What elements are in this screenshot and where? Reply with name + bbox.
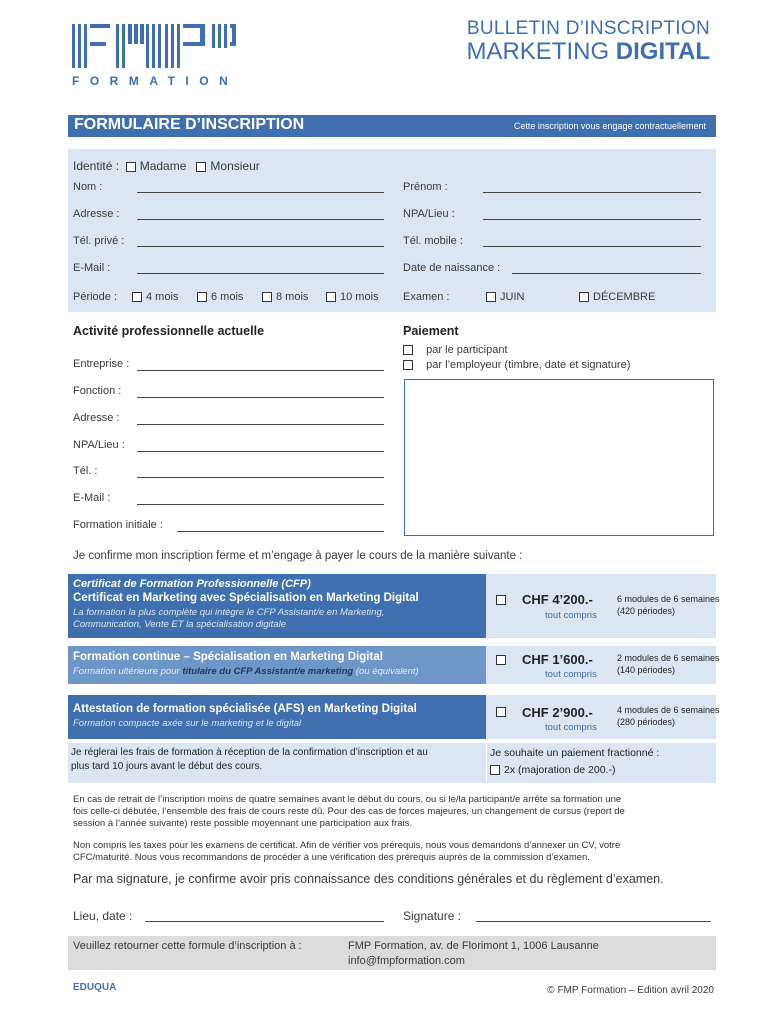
payment-title: Paiement <box>403 324 459 338</box>
installment-option[interactable]: 2x (majoration de 200.-) <box>490 764 615 776</box>
activity-adresse-field[interactable] <box>137 424 384 425</box>
header-title: MARKETING DIGITAL <box>466 38 710 65</box>
course-cfp <box>68 574 720 638</box>
decembre-checkbox[interactable] <box>579 292 589 302</box>
periode-6-checkbox[interactable] <box>197 292 207 302</box>
return-email: info@fmpformation.com <box>348 955 465 967</box>
eduqua-logo: EDUQUA <box>73 982 117 993</box>
prenom-label: Prénom : <box>403 181 448 193</box>
logo-text: FORMATION <box>72 74 239 88</box>
course-continue-desc: Formation ultérieure pour titulaire du CFP Assistant/e marketing (ou équivalent) <box>73 666 419 677</box>
course-cfp-desc2: Communication, Vente ET la spécialisation digitale <box>73 619 286 630</box>
installment-checkbox[interactable] <box>490 765 500 775</box>
adresse-label: Adresse : <box>73 208 120 220</box>
course-cfp-price: CHF 4’200.- <box>522 592 593 607</box>
entreprise-field[interactable] <box>137 370 384 371</box>
activity-tel-label: Tél. : <box>73 465 98 477</box>
course-continue-tout-compris: tout compris <box>545 669 597 680</box>
tel-mobile-label: Tél. mobile : <box>403 235 463 247</box>
pay-participant-checkbox[interactable] <box>403 345 413 355</box>
course-afs-desc: Formation compacte axée sur le marketing et le digital <box>73 718 302 729</box>
pay-participant-option[interactable]: par le participant <box>403 344 508 356</box>
confirm-text: Je confirme mon inscription ferme et m’engage à payer le cours de la manière suivante : <box>73 550 523 562</box>
copyright: © FMP Formation – Edition avril 2020 <box>547 985 714 996</box>
header-subtitle: BULLETIN D’INSCRIPTION <box>466 18 710 39</box>
course-afs-checkbox[interactable] <box>496 707 506 717</box>
nom-field[interactable] <box>137 192 384 193</box>
madame-checkbox[interactable] <box>126 162 136 172</box>
periode-4-option[interactable]: 4 mois <box>132 291 178 303</box>
course-afs-title: Attestation de formation spécialisée (AFS) en Marketing Digital <box>73 703 417 715</box>
prenom-field[interactable] <box>483 192 701 193</box>
course-continue-price: CHF 1’600.- <box>522 652 593 667</box>
activity-tel-field[interactable] <box>137 477 384 478</box>
course-afs <box>68 695 720 739</box>
signature-label: Signature : <box>403 909 462 923</box>
signature-statement: Par ma signature, je confirme avoir pris connaissance des conditions générales et du règlement d’examen. <box>73 872 664 886</box>
email-field[interactable] <box>137 273 384 274</box>
course-cfp-checkbox[interactable] <box>496 595 506 605</box>
course-afs-price: CHF 2’900.- <box>522 705 593 720</box>
date-naissance-label: Date de naissance : <box>403 262 501 274</box>
course-continue <box>68 646 720 684</box>
periode-6-option[interactable]: 6 mois <box>197 291 243 303</box>
contract-note: Cette inscription vous engage contractuellement <box>513 121 706 131</box>
periode-8-checkbox[interactable] <box>262 292 272 302</box>
course-cfp-desc1: La formation la plus complète qui intègre le CFP Assistant/e en Marketing, <box>73 607 385 618</box>
course-cfp-modules: 6 modules de 6 semaines (420 périodes) <box>617 594 720 616</box>
signature-field[interactable] <box>476 921 711 922</box>
npa-label: NPA/Lieu : <box>403 208 455 220</box>
formation-initiale-field[interactable] <box>177 531 384 532</box>
fonction-field[interactable] <box>137 397 384 398</box>
course-afs-tout-compris: tout compris <box>545 722 597 733</box>
course-continue-modules: 2 modules de 6 semaines (140 périodes) <box>617 653 720 675</box>
date-naissance-field[interactable] <box>512 273 701 274</box>
juin-checkbox[interactable] <box>486 292 496 302</box>
activity-email-field[interactable] <box>137 504 384 505</box>
legal-exams: Non compris les taxes pour les examens de certificat. Afin de vérifier vos prérequis, nous vous demandons d’annexer un CV, votre CFC/maturité. Nous vous recommandons de procéder à une vérification des prérequis auprès de la commission d’examen. <box>73 840 621 863</box>
periode-4-checkbox[interactable] <box>132 292 142 302</box>
course-cfp-title: Certificat de Formation Professionnelle (CFP) <box>73 578 311 590</box>
email-label: E-Mail : <box>73 262 111 274</box>
examen-juin-option[interactable]: JUIN <box>486 291 524 303</box>
monsieur-checkbox[interactable] <box>196 162 206 172</box>
pay-employer-option[interactable]: par l’employeur (timbre, date et signature) <box>403 359 630 371</box>
nom-label: Nom : <box>73 181 103 193</box>
activity-npa-label: NPA/Lieu : <box>73 439 125 451</box>
adresse-field[interactable] <box>137 219 384 220</box>
identity-label: Identité : Madame Monsieur <box>73 159 260 173</box>
fees-box <box>68 743 716 783</box>
course-cfp-tout-compris: tout compris <box>545 610 597 621</box>
activity-npa-field[interactable] <box>137 451 384 452</box>
periode-10-checkbox[interactable] <box>326 292 336 302</box>
pay-employer-checkbox[interactable] <box>403 360 413 370</box>
fonction-label: Fonction : <box>73 385 122 397</box>
activity-adresse-label: Adresse : <box>73 412 120 424</box>
examen-decembre-option[interactable]: DÉCEMBRE <box>579 291 655 303</box>
npa-field[interactable] <box>483 219 701 220</box>
course-cfp-subtitle: Certificat en Marketing avec Spécialisation en Marketing Digital <box>73 592 419 604</box>
entreprise-label: Entreprise : <box>73 358 130 370</box>
course-afs-modules: 4 modules de 6 semaines (280 périodes) <box>617 705 720 727</box>
course-continue-title: Formation continue – Spécialisation en Marketing Digital <box>73 651 383 663</box>
employer-stamp-box[interactable] <box>404 379 714 536</box>
identity-panel <box>68 149 716 312</box>
periode-10-option[interactable]: 10 mois <box>326 291 379 303</box>
lieu-date-label: Lieu, date : <box>73 909 133 923</box>
tel-prive-label: Tél. privé : <box>73 235 125 247</box>
installment-text: Je souhaite un paiement fractionné : <box>490 747 660 759</box>
activity-title: Activité professionnelle actuelle <box>73 324 265 338</box>
form-title: FORMULAIRE D’INSCRIPTION <box>74 116 305 133</box>
return-label: Veuillez retourner cette formule d’inscription à : <box>73 940 302 952</box>
tel-mobile-field[interactable] <box>483 246 701 247</box>
course-continue-checkbox[interactable] <box>496 655 506 665</box>
periode-8-option[interactable]: 8 mois <box>262 291 308 303</box>
lieu-date-field[interactable] <box>145 921 384 922</box>
return-address: FMP Formation, av. de Florimont 1, 1006 Lausanne <box>348 940 599 952</box>
fees-text-1: Je réglerai les frais de formation à réception de la confirmation d’inscription et au <box>71 747 428 758</box>
activity-email-label: E-Mail : <box>73 492 111 504</box>
formation-initiale-label: Formation initiale : <box>73 519 163 531</box>
periode-label: Période : <box>73 291 118 303</box>
fees-text-2: plus tard 10 jours avant le début des cours. <box>71 761 263 772</box>
legal-withdrawal: En cas de retrait de l’inscription moins de quatre semaines avant le début du cours, ou si le/la participant/e arrête sa formation une fois celle-ci débutée, l’ensemble des frais de cours reste dû. Pour des cas de forces majeures, un changement de cursus (report de session à l’année suivante) reste possible moyennant une participation aux frais. <box>73 794 625 829</box>
tel-prive-field[interactable] <box>137 246 384 247</box>
examen-label: Examen : <box>403 291 450 303</box>
